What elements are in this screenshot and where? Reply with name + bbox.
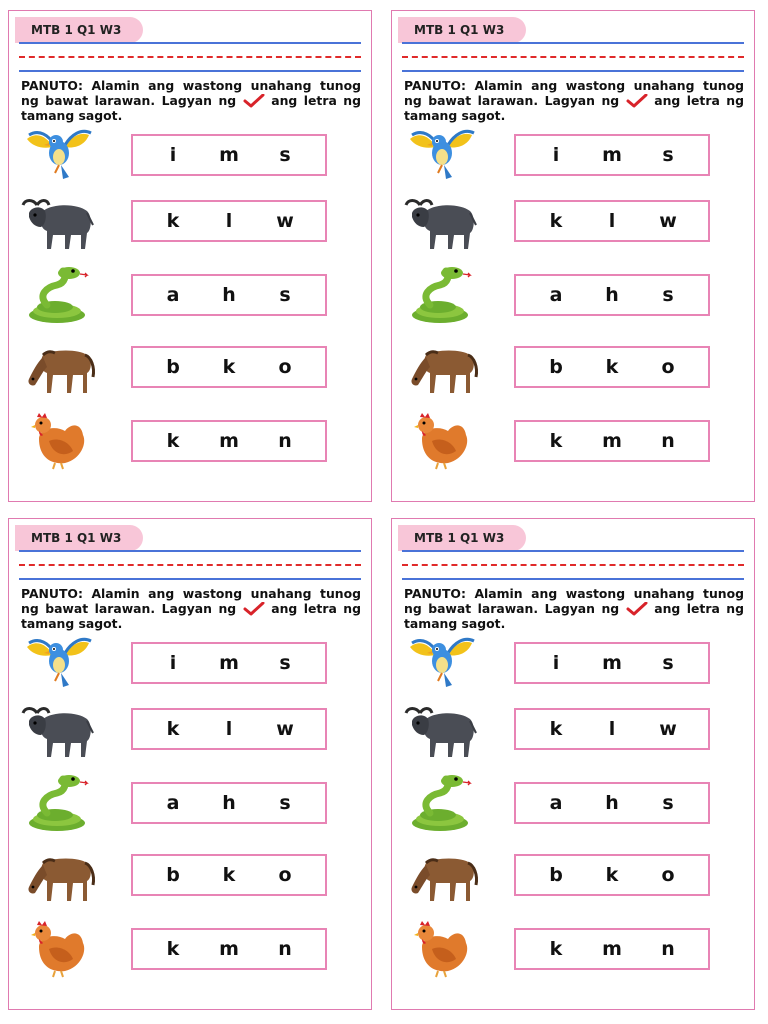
letter-choice[interactable]: n bbox=[661, 938, 675, 960]
letter-choice[interactable]: o bbox=[661, 864, 675, 886]
letter-choices-box bbox=[131, 928, 327, 970]
letter-choice[interactable]: w bbox=[659, 718, 677, 740]
worksheet-card-4 bbox=[391, 518, 755, 1010]
letter-choice[interactable]: k bbox=[549, 718, 563, 740]
item-row bbox=[392, 845, 754, 905]
item-row bbox=[9, 633, 371, 693]
item-row bbox=[9, 773, 371, 833]
letter-choice[interactable]: i bbox=[169, 144, 177, 166]
item-row bbox=[9, 125, 371, 185]
letter-choice[interactable]: n bbox=[278, 938, 292, 960]
letter-choice[interactable]: m bbox=[219, 430, 239, 452]
letter-choices-box bbox=[514, 708, 710, 750]
bottom-blue-line bbox=[402, 578, 744, 580]
hen-picture bbox=[402, 919, 480, 979]
horse-picture bbox=[402, 337, 480, 397]
letter-choice[interactable]: k bbox=[549, 938, 563, 960]
carabao-picture bbox=[402, 699, 480, 759]
item-row bbox=[9, 699, 371, 759]
letter-choice[interactable]: l bbox=[608, 210, 616, 232]
item-row bbox=[392, 919, 754, 979]
item-row bbox=[392, 699, 754, 759]
item-row bbox=[9, 845, 371, 905]
dashed-red-line bbox=[402, 56, 744, 58]
letter-choice[interactable]: m bbox=[219, 938, 239, 960]
item-row bbox=[392, 265, 754, 325]
worksheet-tag: MTB 1 Q1 W3 bbox=[15, 17, 143, 43]
letter-choice[interactable]: s bbox=[279, 792, 291, 814]
bird-picture bbox=[19, 633, 97, 693]
letter-choice[interactable]: h bbox=[222, 792, 236, 814]
letter-choice[interactable]: s bbox=[279, 284, 291, 306]
red-check-icon bbox=[626, 602, 648, 616]
item-row bbox=[9, 191, 371, 251]
instruction-text: PANUTO: Alamin ang wastong unahang tunog ng bawat larawan. Lagyan ng ang letra ng tamang sagot. bbox=[21, 78, 361, 123]
letter-choice[interactable]: a bbox=[549, 284, 563, 306]
letter-choice[interactable]: l bbox=[225, 210, 233, 232]
worksheet-tag: MTB 1 Q1 W3 bbox=[15, 525, 143, 551]
dashed-red-line bbox=[19, 564, 361, 566]
letter-choices-box bbox=[514, 346, 710, 388]
letter-choice[interactable]: m bbox=[602, 938, 622, 960]
bottom-blue-line bbox=[402, 70, 744, 72]
letter-choice[interactable]: i bbox=[169, 652, 177, 674]
letter-choice[interactable]: b bbox=[166, 864, 180, 886]
dashed-red-line bbox=[19, 56, 361, 58]
letter-choice[interactable]: a bbox=[166, 792, 180, 814]
dashed-red-line bbox=[402, 564, 744, 566]
letter-choice[interactable]: w bbox=[276, 718, 294, 740]
bird-picture bbox=[19, 125, 97, 185]
carabao-picture bbox=[19, 699, 97, 759]
letter-choice[interactable]: k bbox=[549, 430, 563, 452]
letter-choice[interactable]: i bbox=[552, 144, 560, 166]
letter-choice[interactable]: h bbox=[605, 284, 619, 306]
letter-choice[interactable]: w bbox=[659, 210, 677, 232]
letter-choices-box bbox=[131, 420, 327, 462]
letter-choices-box bbox=[514, 200, 710, 242]
letter-choice[interactable]: a bbox=[166, 284, 180, 306]
letter-choices-box bbox=[514, 420, 710, 462]
snake-picture bbox=[19, 265, 97, 325]
letter-choice[interactable]: m bbox=[602, 652, 622, 674]
red-check-icon bbox=[243, 94, 265, 108]
letter-choice[interactable]: a bbox=[549, 792, 563, 814]
letter-choice[interactable]: k bbox=[166, 718, 180, 740]
letter-choice[interactable]: m bbox=[219, 144, 239, 166]
item-row bbox=[9, 337, 371, 397]
snake-picture bbox=[402, 773, 480, 833]
top-blue-line bbox=[402, 42, 744, 44]
snake-picture bbox=[402, 265, 480, 325]
instruction-text: PANUTO: Alamin ang wastong unahang tunog ng bawat larawan. Lagyan ng ang letra ng tamang sagot. bbox=[404, 586, 744, 631]
bird-picture bbox=[402, 633, 480, 693]
red-check-icon bbox=[626, 94, 648, 108]
hen-picture bbox=[19, 411, 97, 471]
letter-choices-box bbox=[131, 200, 327, 242]
worksheet-tag: MTB 1 Q1 W3 bbox=[398, 525, 526, 551]
letter-choice[interactable]: k bbox=[549, 210, 563, 232]
letter-choices-box bbox=[514, 642, 710, 684]
letter-choice[interactable]: b bbox=[549, 356, 563, 378]
item-row bbox=[9, 411, 371, 471]
worksheet-tag: MTB 1 Q1 W3 bbox=[398, 17, 526, 43]
letter-choice[interactable]: m bbox=[602, 144, 622, 166]
letter-choice[interactable]: k bbox=[166, 210, 180, 232]
hen-picture bbox=[19, 919, 97, 979]
letter-choice[interactable]: s bbox=[279, 652, 291, 674]
letter-choices-box bbox=[131, 134, 327, 176]
bottom-blue-line bbox=[19, 70, 361, 72]
letter-choice[interactable]: b bbox=[166, 356, 180, 378]
top-blue-line bbox=[402, 550, 744, 552]
item-row bbox=[9, 919, 371, 979]
letter-choices-box bbox=[131, 854, 327, 896]
red-check-icon bbox=[243, 602, 265, 616]
worksheet-card-1 bbox=[8, 10, 372, 502]
top-blue-line bbox=[19, 42, 361, 44]
hen-picture bbox=[402, 411, 480, 471]
letter-choices-box bbox=[514, 782, 710, 824]
letter-choices-box bbox=[131, 346, 327, 388]
letter-choice[interactable]: h bbox=[605, 792, 619, 814]
letter-choice[interactable]: o bbox=[278, 864, 292, 886]
top-blue-line bbox=[19, 550, 361, 552]
letter-choice[interactable]: s bbox=[662, 652, 674, 674]
letter-choice[interactable]: k bbox=[166, 938, 180, 960]
horse-picture bbox=[19, 337, 97, 397]
letter-choice[interactable]: s bbox=[662, 284, 674, 306]
instruction-text: PANUTO: Alamin ang wastong unahang tunog ng bawat larawan. Lagyan ng ang letra ng tamang sagot. bbox=[404, 78, 744, 123]
item-row bbox=[392, 337, 754, 397]
letter-choice[interactable]: l bbox=[225, 718, 233, 740]
letter-choices-box bbox=[131, 782, 327, 824]
letter-choice[interactable]: n bbox=[278, 430, 292, 452]
letter-choice[interactable]: h bbox=[222, 284, 236, 306]
letter-choice[interactable]: k bbox=[166, 430, 180, 452]
horse-picture bbox=[402, 845, 480, 905]
carabao-picture bbox=[19, 191, 97, 251]
letter-choice[interactable]: l bbox=[608, 718, 616, 740]
letter-choices-box bbox=[514, 928, 710, 970]
instruction-text: PANUTO: Alamin ang wastong unahang tunog ng bawat larawan. Lagyan ng ang letra ng tamang sagot. bbox=[21, 586, 361, 631]
carabao-picture bbox=[402, 191, 480, 251]
letter-choice[interactable]: i bbox=[552, 652, 560, 674]
letter-choices-box bbox=[514, 134, 710, 176]
letter-choice[interactable]: o bbox=[278, 356, 292, 378]
letter-choice[interactable]: m bbox=[602, 430, 622, 452]
letter-choice[interactable]: o bbox=[661, 356, 675, 378]
letter-choice[interactable]: n bbox=[661, 430, 675, 452]
snake-picture bbox=[19, 773, 97, 833]
letter-choice[interactable]: w bbox=[276, 210, 294, 232]
horse-picture bbox=[19, 845, 97, 905]
worksheet-card-3 bbox=[8, 518, 372, 1010]
item-row bbox=[392, 191, 754, 251]
item-row bbox=[9, 265, 371, 325]
letter-choices-box bbox=[514, 854, 710, 896]
letter-choice[interactable]: b bbox=[549, 864, 563, 886]
item-row bbox=[392, 125, 754, 185]
letter-choice[interactable]: k bbox=[605, 356, 619, 378]
letter-choice[interactable]: k bbox=[222, 356, 236, 378]
letter-choices-box bbox=[514, 274, 710, 316]
letter-choice[interactable]: s bbox=[279, 144, 291, 166]
letter-choices-box bbox=[131, 642, 327, 684]
item-row bbox=[392, 633, 754, 693]
bird-picture bbox=[402, 125, 480, 185]
letter-choice[interactable]: m bbox=[219, 652, 239, 674]
item-row bbox=[392, 411, 754, 471]
bottom-blue-line bbox=[19, 578, 361, 580]
worksheet-card-2 bbox=[391, 10, 755, 502]
letter-choice[interactable]: k bbox=[222, 864, 236, 886]
letter-choice[interactable]: s bbox=[662, 792, 674, 814]
letter-choice[interactable]: s bbox=[662, 144, 674, 166]
letter-choices-box bbox=[131, 708, 327, 750]
item-row bbox=[392, 773, 754, 833]
letter-choices-box bbox=[131, 274, 327, 316]
letter-choice[interactable]: k bbox=[605, 864, 619, 886]
